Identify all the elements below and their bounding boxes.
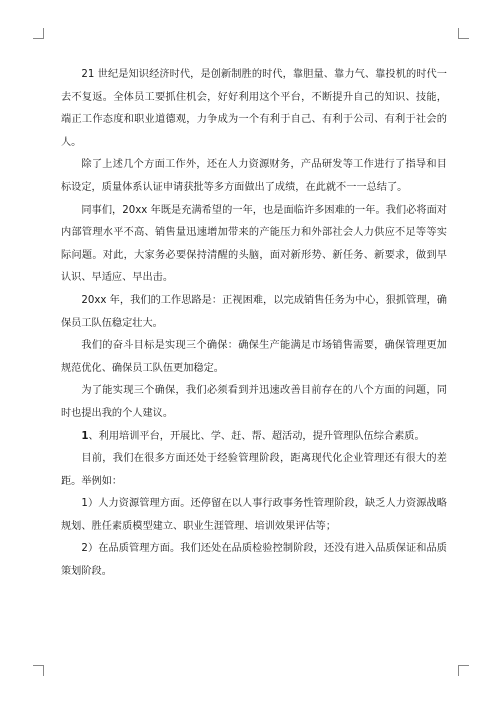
paragraph-management-gap: 目前，我们在很多方面还处于经验管理阶段，距离现代化企业管理还有很大的差距。举例如： (61, 453, 447, 487)
list-item-text: 、利用培训平台，开展比、学、赶、帮、超活动，提升管理队伍综合素质。 (88, 430, 425, 442)
paragraph-other-work: 除了上述几个方面工作外，还在人力资源财务，产品研发等工作进行了指导和目标设定，质量体系认证申请获批等多方面做出了成绩，在此就不一一总结了。 (61, 159, 447, 193)
paragraph-year-outlook: 同事们，20xx 年既是充满希望的一年，也是面临许多困难的一年。我们必将面对内部管理水平不高、销售量迅速增加带来的产能压力和外部社会人力供应不足等等实际问题。对此，大家务必要保持清醒的头脑，面对新形势、新任务、新要求，做到早认识、早适应、早出击。 (61, 204, 447, 284)
page-corner-mark-top-right (458, 28, 469, 39)
page-corner-mark-bottom-right (458, 665, 469, 676)
paragraph-three-goals: 我们的奋斗目标是实现三个确保：确保生产能满足市场销售需要，确保管理更加规范优化、确保员工队伍更加稳定。 (61, 340, 447, 374)
paragraph-work-approach: 20xx 年，我们的工作思路是：正视困难，以完成销售任务为中心，狠抓管理，确保员工队伍稳定壮大。 (61, 294, 447, 329)
paragraph-knowledge-economy: 21 世纪是知识经济时代，是创新制胜的时代，靠胆量、靠力气、靠投机的时代一去不复返。全体员工要抓住机会，好好利用这个平台，不断提升自己的知识、技能，端正工作态度和职业道德观，力争成为一个有利于自己、有利于公司、有利于社会的人。 (61, 69, 447, 148)
page-corner-mark-bottom-left (33, 665, 44, 676)
paragraph-quality-management: 2）在品质管理方面。我们还处在品质检验控制阶段，还没有进入品质保证和品质策划阶段。 (61, 543, 447, 578)
document-body (61, 64, 447, 584)
page-corner-mark-top-left (33, 28, 44, 39)
paragraph-hr-management: 1）人力资源管理方面。还停留在以人事行政事务性管理阶段，缺乏人力资源战略规划、胜任素质模型建立、职业生涯管理、培训效果评估等； (61, 498, 447, 532)
list-item-number: 1 (81, 430, 89, 442)
paragraph-eight-issues: 为了能实现三个确保，我们必须看到并迅速改善目前存在的八个方面的问题，同时也提出我的个人建议。 (61, 385, 447, 419)
list-item-training-platform (61, 426, 447, 449)
